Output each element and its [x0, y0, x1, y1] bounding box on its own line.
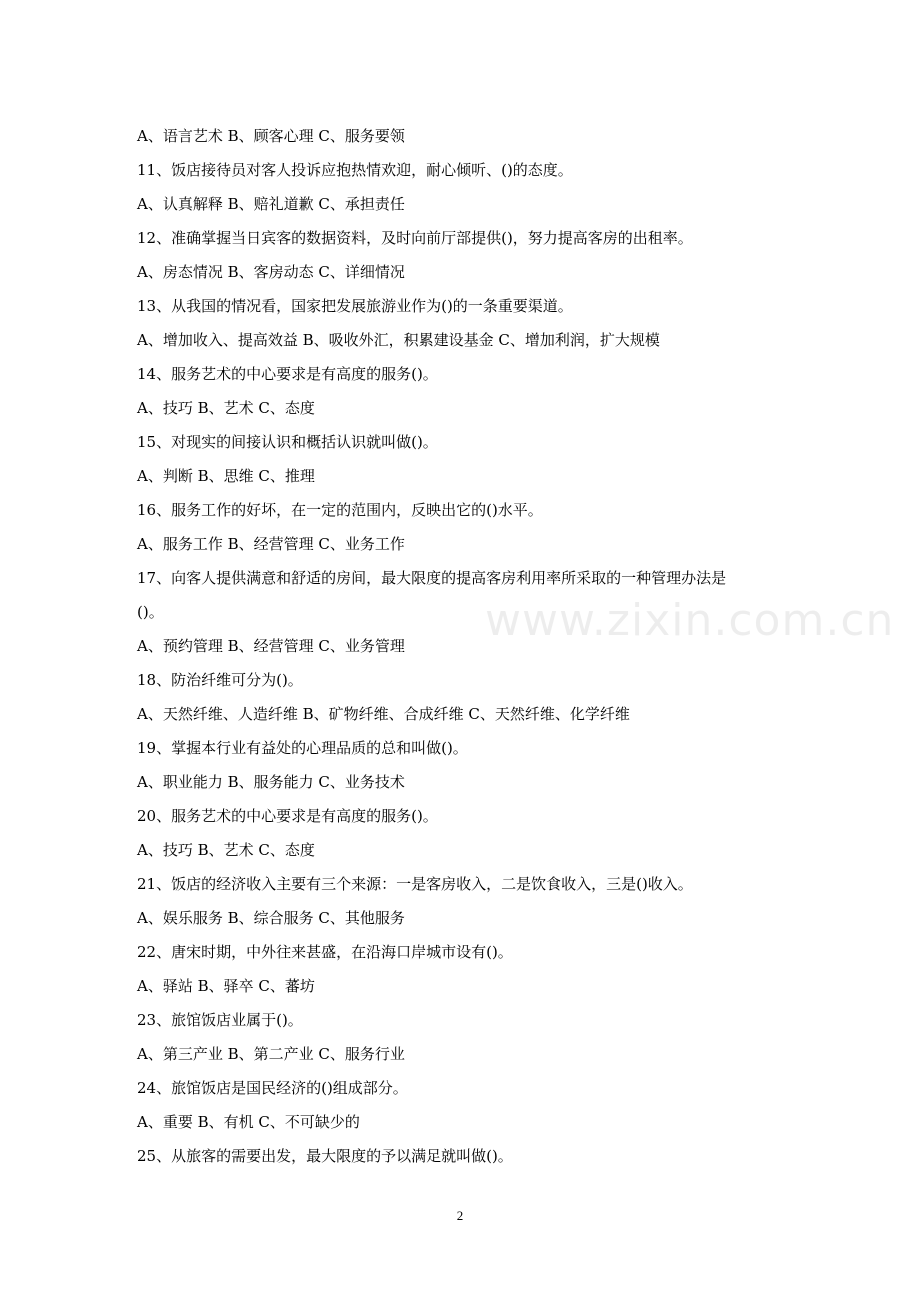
- options-line: A、娱乐服务 B、综合服务 C、其他服务: [137, 909, 405, 927]
- question-line: 20、服务艺术的中心要求是有高度的服务()。: [137, 807, 438, 825]
- options-line: A、服务工作 B、经营管理 C、业务工作: [137, 535, 405, 553]
- options-line: A、天然纤维、人造纤维 B、矿物纤维、合成纤维 C、天然纤维、化学纤维: [137, 705, 630, 723]
- question-line: 22、唐宋时期，中外往来甚盛，在沿海口岸城市设有()。: [137, 943, 513, 961]
- options-line: A、职业能力 B、服务能力 C、业务技术: [137, 773, 405, 791]
- text-line: A、语言艺术 B、顾客心理 C、服务要领: [137, 127, 405, 145]
- question-line: 18、防治纤维可分为()。: [137, 671, 303, 689]
- options-line: A、认真解释 B、赔礼道歉 C、承担责任: [137, 195, 405, 213]
- question-line: 11、饭店接待员对客人投诉应抱热情欢迎，耐心倾听、()的态度。: [137, 161, 573, 179]
- options-line: A、驿站 B、驿卒 C、蕃坊: [137, 977, 315, 995]
- options-line: A、房态情况 B、客房动态 C、详细情况: [137, 263, 405, 281]
- question-line: 19、掌握本行业有益处的心理品质的总和叫做()。: [137, 739, 468, 757]
- question-line: 16、服务工作的好坏，在一定的范围内，反映出它的()水平。: [137, 501, 543, 519]
- options-line: A、重要 B、有机 C、不可缺少的: [137, 1113, 360, 1131]
- question-line: 15、对现实的间接认识和概括认识就叫做()。: [137, 433, 438, 451]
- question-line: 21、饭店的经济收入主要有三个来源：一是客房收入，二是饮食收入，三是()收入。: [137, 875, 693, 893]
- question-continuation: ()。: [137, 603, 164, 621]
- document-body: [137, 119, 797, 1173]
- options-line: A、技巧 B、艺术 C、态度: [137, 841, 315, 859]
- question-line: 14、服务艺术的中心要求是有高度的服务()。: [137, 365, 438, 383]
- options-line: A、增加收入、提高效益 B、吸收外汇，积累建设基金 C、增加利润，扩大规模: [137, 331, 660, 349]
- question-line: 24、旅馆饭店是国民经济的()组成部分。: [137, 1079, 408, 1097]
- options-line: A、预约管理 B、经营管理 C、业务管理: [137, 637, 405, 655]
- options-line: A、判断 B、思维 C、推理: [137, 467, 315, 485]
- question-line: 13、从我国的情况看，国家把发展旅游业作为()的一条重要渠道。: [137, 297, 573, 315]
- page-number: 2: [456, 1208, 464, 1223]
- question-line: 12、准确掌握当日宾客的数据资料，及时向前厅部提供()，努力提高客房的出租率。: [137, 229, 693, 247]
- question-line: 25、从旅客的需要出发，最大限度的予以满足就叫做()。: [137, 1147, 513, 1165]
- question-line: 23、旅馆饭店业属于()。: [137, 1011, 303, 1029]
- options-line: A、技巧 B、艺术 C、态度: [137, 399, 315, 417]
- watermark: www.zixin.com.cn: [485, 595, 895, 646]
- question-line: 17、向客人提供满意和舒适的房间，最大限度的提高客房利用率所采取的一种管理办法是: [137, 569, 727, 587]
- options-line: A、第三产业 B、第二产业 C、服务行业: [137, 1045, 405, 1063]
